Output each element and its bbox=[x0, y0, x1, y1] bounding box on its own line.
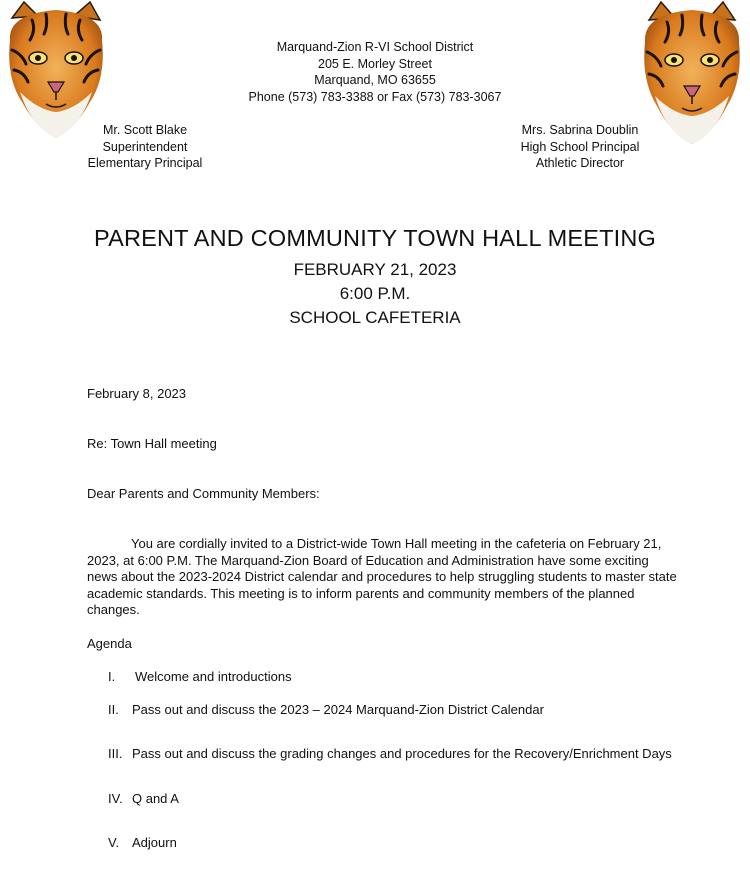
letter-subject: Re: Town Hall meeting bbox=[87, 436, 217, 451]
event-time: 6:00 P.M. bbox=[339, 284, 411, 303]
letter-paragraph-text: You are cordially invited to a District-wide Town Hall meeting in the cafeteria on February 21, 2023, at 6:00 P.M. The Marquand-Zion Board of Education and Administration have some exciting news about the 2023-2024 District calendar and procedures to help struggling students to master state academic standards. This meeting is to inform parents and community members of the planned changes. bbox=[87, 536, 677, 617]
agenda-item-number: I. bbox=[108, 669, 116, 684]
right-signatory bbox=[495, 122, 665, 172]
agenda-item-text: Welcome and introductions bbox=[135, 669, 292, 684]
agenda-item bbox=[108, 835, 177, 851]
letter-paragraph bbox=[87, 536, 677, 619]
agenda-item-text: Pass out and discuss the grading changes and procedures for the Recovery/Enrichment Days bbox=[132, 746, 672, 761]
right-signatory-title-2: Athletic Director bbox=[535, 156, 625, 170]
event-date: FEBRUARY 21, 2023 bbox=[293, 260, 457, 279]
letter-salutation: Dear Parents and Community Members: bbox=[87, 486, 320, 501]
district-phone: Phone (573) 783-3388 or Fax (573) 783-3067 bbox=[248, 89, 502, 104]
right-signatory-title: High School Principal bbox=[520, 139, 640, 154]
district-street: 205 E. Morley Street bbox=[318, 56, 432, 71]
letterhead bbox=[0, 39, 750, 105]
agenda-item-text: Pass out and discuss the 2023 – 2024 Marquand-Zion District Calendar bbox=[132, 702, 544, 717]
agenda-item-text: Q and A bbox=[132, 791, 179, 806]
agenda-item-number: II. bbox=[108, 702, 119, 717]
left-signatory-title: Superintendent bbox=[102, 139, 188, 154]
left-signatory bbox=[60, 122, 230, 172]
agenda-item-number: V. bbox=[108, 835, 120, 850]
right-signatory-name: Mrs. Sabrina Doublin bbox=[521, 123, 639, 137]
event-location: SCHOOL CAFETERIA bbox=[289, 308, 461, 327]
agenda-item-number: IV. bbox=[108, 791, 123, 806]
district-name: Marquand-Zion R-VI School District bbox=[276, 40, 474, 54]
agenda-item bbox=[108, 791, 179, 807]
page-title: PARENT AND COMMUNITY TOWN HALL MEETING bbox=[93, 225, 657, 251]
agenda-item bbox=[108, 669, 292, 685]
left-signatory-name: Mr. Scott Blake bbox=[102, 123, 188, 137]
agenda-item bbox=[108, 702, 544, 718]
agenda-item bbox=[108, 746, 672, 762]
district-city: Marquand, MO 63655 bbox=[314, 73, 436, 87]
agenda-item-number: III. bbox=[108, 746, 123, 761]
event-details bbox=[0, 258, 750, 330]
agenda-label: Agenda bbox=[87, 636, 132, 651]
agenda-item-text: Adjourn bbox=[132, 835, 177, 850]
left-signatory-title-2: Elementary Principal bbox=[87, 156, 203, 170]
letter-date: February 8, 2023 bbox=[87, 386, 187, 401]
